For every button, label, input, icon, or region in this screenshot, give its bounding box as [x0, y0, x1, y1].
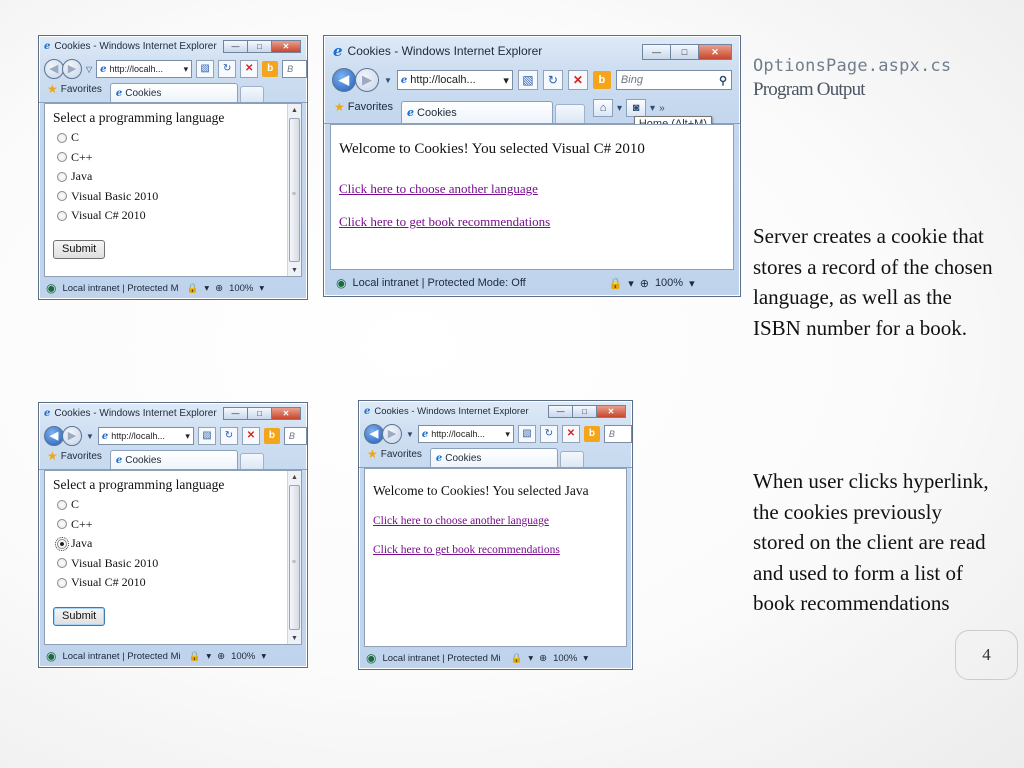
language-form [53, 477, 224, 626]
status-zone: Local intranet | Protected M [62, 282, 179, 294]
favorites-star-icon: ★ [334, 100, 345, 114]
radio-button[interactable] [57, 500, 67, 510]
ie-logo-icon: e [115, 87, 123, 99]
search-input[interactable]: B [284, 427, 307, 445]
page-viewport [364, 468, 627, 647]
tab-cookies[interactable] [110, 83, 238, 102]
tab-cookies[interactable] [110, 450, 238, 469]
home-icon[interactable]: ⌂ [593, 99, 613, 117]
title-bar [39, 403, 307, 424]
favorites-label: Favorites [60, 83, 102, 95]
zoom-level[interactable]: 100% [229, 282, 254, 294]
radio-button[interactable] [57, 578, 67, 588]
status-bar [359, 647, 632, 669]
chevron-down-icon[interactable]: ▼ [86, 431, 94, 441]
favorites-bar [39, 81, 307, 103]
code-file-title: OptionsPage.aspx.cs [753, 56, 952, 76]
status-bar [39, 645, 307, 667]
security-icon[interactable]: 🔒 [186, 282, 199, 294]
minimize-button[interactable]: — [548, 405, 572, 418]
title-bar [39, 36, 307, 57]
radio-option-vb[interactable] [57, 187, 224, 207]
chevron-down-icon[interactable]: ▽ [86, 64, 93, 74]
refresh-button[interactable]: ↻ [543, 70, 563, 90]
address-bar[interactable] [98, 427, 194, 445]
radio-button[interactable] [57, 172, 67, 182]
radio-button[interactable] [57, 211, 67, 221]
new-tab-button[interactable] [240, 86, 264, 102]
favorites-label: Favorites [60, 450, 102, 462]
tab-label: Cookies [125, 87, 162, 99]
browser-window-response-vcs [323, 35, 741, 297]
scroll-thumb[interactable]: ≡ [289, 118, 300, 262]
radio-label: Visual Basic 2010 [71, 188, 159, 203]
back-button[interactable]: ◀ [332, 68, 356, 92]
security-icon[interactable]: 🔒 [188, 650, 201, 662]
refresh-button[interactable]: ↻ [220, 427, 238, 445]
page-icon: e [100, 63, 107, 75]
radio-button[interactable] [57, 133, 67, 143]
favorites-star-icon: ★ [47, 82, 58, 96]
radio-label: Visual C# 2010 [71, 208, 146, 223]
close-button[interactable]: ✕ [271, 40, 301, 53]
bing-icon: b [264, 428, 280, 444]
minimize-button[interactable]: — [642, 44, 670, 60]
chevron-down-icon[interactable]: ▾ [617, 102, 623, 114]
forward-button[interactable]: ▶ [382, 424, 402, 444]
tab-cookies[interactable] [401, 101, 553, 123]
ie-logo-icon: e [115, 454, 123, 466]
back-button[interactable]: ◀ [44, 59, 64, 79]
explanation-paragraph-1: Server creates a cookie that stores a record of the chosen language, as well as the ISBN number for a book. [753, 224, 993, 340]
vertical-scrollbar[interactable] [287, 471, 301, 644]
status-bar [39, 277, 307, 299]
scroll-down-icon[interactable]: ▼ [291, 634, 298, 642]
compatibility-view-button[interactable]: ▧ [198, 427, 216, 445]
address-url: http://localh... [410, 74, 476, 86]
scroll-up-icon[interactable]: ▲ [291, 106, 298, 114]
stop-button[interactable]: ✕ [568, 70, 588, 90]
radio-option-cpp[interactable] [57, 148, 224, 168]
chevron-down-icon[interactable]: ▾ [206, 650, 212, 662]
title-bar [324, 36, 740, 66]
chevron-down-icon[interactable]: ▾ [689, 277, 695, 290]
page-icon: e [400, 74, 408, 86]
radio-label: Java [71, 169, 93, 184]
radio-label: C++ [71, 516, 93, 531]
navigation-bar [39, 424, 307, 448]
feeds-icon[interactable]: ◙ [626, 99, 646, 117]
radio-option-c[interactable] [57, 495, 224, 515]
close-button[interactable]: ✕ [271, 407, 301, 420]
browser-window-form-2 [38, 402, 308, 668]
chevron-down-icon[interactable]: ▾ [503, 74, 509, 87]
page-number: 4 [955, 630, 1018, 680]
close-button[interactable]: ✕ [596, 405, 626, 418]
ie-logo-icon: e [44, 408, 51, 419]
radio-option-java[interactable] [57, 534, 224, 554]
radio-button[interactable] [57, 519, 67, 529]
search-input[interactable]: B [282, 60, 307, 78]
favorites-label: Favorites [380, 448, 422, 460]
new-tab-button[interactable] [240, 453, 264, 469]
chevron-down-icon[interactable]: ▾ [261, 650, 267, 662]
globe-icon: ◉ [46, 281, 57, 295]
slide-heading [753, 56, 951, 101]
bing-icon: b [593, 71, 611, 89]
scroll-up-icon[interactable]: ▲ [291, 473, 298, 481]
forward-button[interactable]: ▶ [355, 68, 379, 92]
forward-button[interactable]: ▶ [62, 59, 82, 79]
new-tab-button[interactable] [560, 451, 584, 467]
close-button[interactable]: ✕ [698, 44, 732, 60]
navigation-bar [359, 422, 632, 446]
favorites-star-icon: ★ [47, 449, 58, 463]
scroll-thumb[interactable]: ≡ [289, 485, 300, 630]
refresh-button[interactable]: ↻ [218, 60, 236, 78]
form-heading: Select a programming language [53, 110, 225, 125]
page-viewport [44, 103, 302, 277]
radio-button[interactable] [57, 191, 67, 201]
bing-icon: b [262, 61, 278, 77]
chevron-down-icon[interactable]: ▾ [259, 282, 265, 294]
search-input[interactable] [616, 70, 732, 90]
radio-label: Visual C# 2010 [71, 575, 146, 590]
radio-label: C++ [71, 149, 93, 164]
form-heading: Select a programming language [53, 477, 225, 492]
compatibility-view-button[interactable]: ▧ [196, 60, 214, 78]
radio-button[interactable] [57, 558, 67, 568]
compatibility-view-button[interactable]: ▧ [518, 70, 538, 90]
maximize-button[interactable]: □ [247, 40, 271, 53]
ie-logo-icon: e [435, 452, 443, 464]
radio-option-csharp[interactable] [57, 206, 224, 226]
slide-subtitle: Program Output [753, 79, 865, 100]
page-viewport [44, 470, 302, 645]
chevron-down-icon[interactable]: ▼ [406, 429, 414, 439]
status-zone: Local intranet | Protected Mi [382, 652, 501, 664]
page-icon: e [101, 430, 109, 442]
minimize-button[interactable]: — [223, 407, 247, 420]
stop-button[interactable]: ✕ [242, 427, 260, 445]
new-tab-button[interactable] [555, 104, 585, 123]
security-icon[interactable]: 🔒 [510, 652, 523, 664]
submit-button[interactable]: Submit [53, 607, 105, 626]
radio-option-java[interactable] [57, 167, 224, 187]
search-icon[interactable]: ⚲ [718, 74, 727, 87]
title-bar [359, 401, 632, 422]
favorites-bar [39, 448, 307, 470]
favorites-bar [359, 446, 632, 468]
scroll-down-icon[interactable]: ▼ [291, 266, 298, 274]
favorites-label: Favorites [347, 101, 394, 113]
radio-label: C [71, 497, 80, 512]
back-button[interactable]: ◀ [44, 426, 64, 446]
address-bar[interactable] [397, 70, 513, 90]
tab-label: Cookies [125, 454, 162, 466]
zoom-icon[interactable]: ⊕ [539, 652, 548, 664]
chevron-down-icon[interactable]: ▾ [183, 63, 189, 74]
browser-window-form-1 [38, 35, 308, 300]
radio-option-vb[interactable] [57, 554, 224, 574]
maximize-button[interactable]: □ [247, 407, 271, 420]
maximize-button[interactable]: □ [670, 44, 698, 60]
favorites-star-icon: ★ [367, 447, 378, 461]
zoom-icon[interactable]: ⊕ [215, 282, 224, 294]
ie-logo-icon: e [333, 42, 343, 60]
zoom-icon[interactable]: ⊕ [639, 277, 649, 290]
tab-label: Cookies [445, 452, 482, 464]
chevron-down-icon[interactable]: ▾ [528, 652, 534, 664]
chevron-down-icon[interactable]: ▾ [583, 652, 589, 664]
chevron-down-icon[interactable]: ▾ [505, 428, 510, 439]
navigation-bar [39, 57, 307, 81]
welcome-message: Welcome to Cookies! You selected Java [373, 483, 589, 498]
security-icon[interactable]: 🔒 [608, 277, 623, 290]
globe-icon: ◉ [366, 651, 377, 665]
stop-button[interactable]: ✕ [240, 60, 258, 78]
globe-icon: ◉ [46, 649, 57, 663]
language-form [53, 110, 224, 259]
zoom-level[interactable]: 100% [553, 652, 578, 664]
ie-logo-icon: e [364, 406, 371, 417]
window-title: Cookies - Windows Internet Explorer [54, 408, 217, 419]
status-zone: Local intranet | Protected Mode: Off [352, 277, 526, 289]
zoom-icon[interactable]: ⊕ [217, 650, 226, 662]
address-url: http://localh... [109, 64, 164, 74]
more-commands-icon[interactable]: » [659, 102, 665, 114]
favorites-button[interactable] [334, 100, 393, 123]
address-url: http://localh... [431, 429, 485, 439]
favorites-button[interactable] [47, 449, 102, 469]
compatibility-view-button[interactable]: ▧ [518, 425, 536, 443]
radio-label: Java [71, 536, 93, 551]
radio-label: C [71, 130, 80, 145]
tab-label: Cookies [417, 106, 457, 119]
chevron-down-icon[interactable]: ▾ [628, 277, 634, 290]
navigation-bar [324, 66, 740, 94]
back-button[interactable]: ◀ [364, 424, 384, 444]
status-zone: Local intranet | Protected Mi [62, 650, 181, 662]
chevron-down-icon[interactable]: ▾ [650, 102, 656, 114]
address-url: http://localh... [111, 431, 165, 441]
bing-icon: b [584, 426, 600, 442]
minimize-button[interactable]: — [223, 40, 247, 53]
tab-cookies[interactable] [430, 448, 558, 467]
book-recommendations-link[interactable]: Click here to get book recommendations [373, 544, 560, 556]
choose-language-link[interactable]: Click here to choose another language [339, 181, 538, 196]
status-bar [324, 270, 740, 296]
address-bar[interactable] [418, 425, 514, 443]
radio-button-selected[interactable] [57, 539, 67, 549]
favorites-button[interactable] [47, 82, 102, 102]
chevron-down-icon[interactable]: ▾ [204, 282, 210, 294]
chevron-down-icon[interactable]: ▾ [185, 430, 190, 441]
radio-label: Visual Basic 2010 [71, 555, 159, 570]
forward-button[interactable]: ▶ [62, 426, 82, 446]
favorites-button[interactable] [367, 447, 422, 467]
radio-button[interactable] [57, 152, 67, 162]
refresh-button[interactable]: ↻ [540, 425, 558, 443]
page-icon: e [421, 428, 429, 440]
globe-icon: ◉ [336, 276, 347, 290]
chevron-down-icon[interactable]: ▼ [384, 75, 392, 85]
stop-button[interactable]: ✕ [562, 425, 580, 443]
page-viewport [330, 124, 734, 270]
zoom-level[interactable]: 100% [654, 277, 684, 289]
choose-language-link[interactable]: Click here to choose another language [373, 515, 549, 527]
radio-option-cpp[interactable] [57, 515, 224, 535]
window-title: Cookies - Windows Internet Explorer [347, 44, 543, 58]
search-input[interactable]: B [604, 425, 632, 443]
address-bar[interactable] [96, 60, 192, 78]
search-placeholder: Bing [620, 74, 643, 86]
window-title: Cookies - Windows Internet Explorer [54, 41, 217, 52]
radio-option-csharp[interactable] [57, 573, 224, 593]
welcome-message: Welcome to Cookies! You selected Visual C# 2010 [339, 141, 645, 157]
ie-logo-icon: e [44, 41, 51, 52]
browser-window-response-java [358, 400, 633, 670]
radio-option-c[interactable] [57, 128, 224, 148]
zoom-level[interactable]: 100% [231, 650, 256, 662]
maximize-button[interactable]: □ [572, 405, 596, 418]
vertical-scrollbar[interactable] [287, 104, 301, 276]
explanation-paragraph-2: When user clicks hyperlink, the cookies previously stored on the client are read and used to form a list of book recommendations [753, 469, 989, 615]
window-title: Cookies - Windows Internet Explorer [374, 406, 529, 417]
book-recommendations-link[interactable]: Click here to get book recommendations [339, 214, 551, 229]
ie-logo-icon: e [407, 106, 415, 119]
submit-button[interactable]: Submit [53, 240, 105, 259]
